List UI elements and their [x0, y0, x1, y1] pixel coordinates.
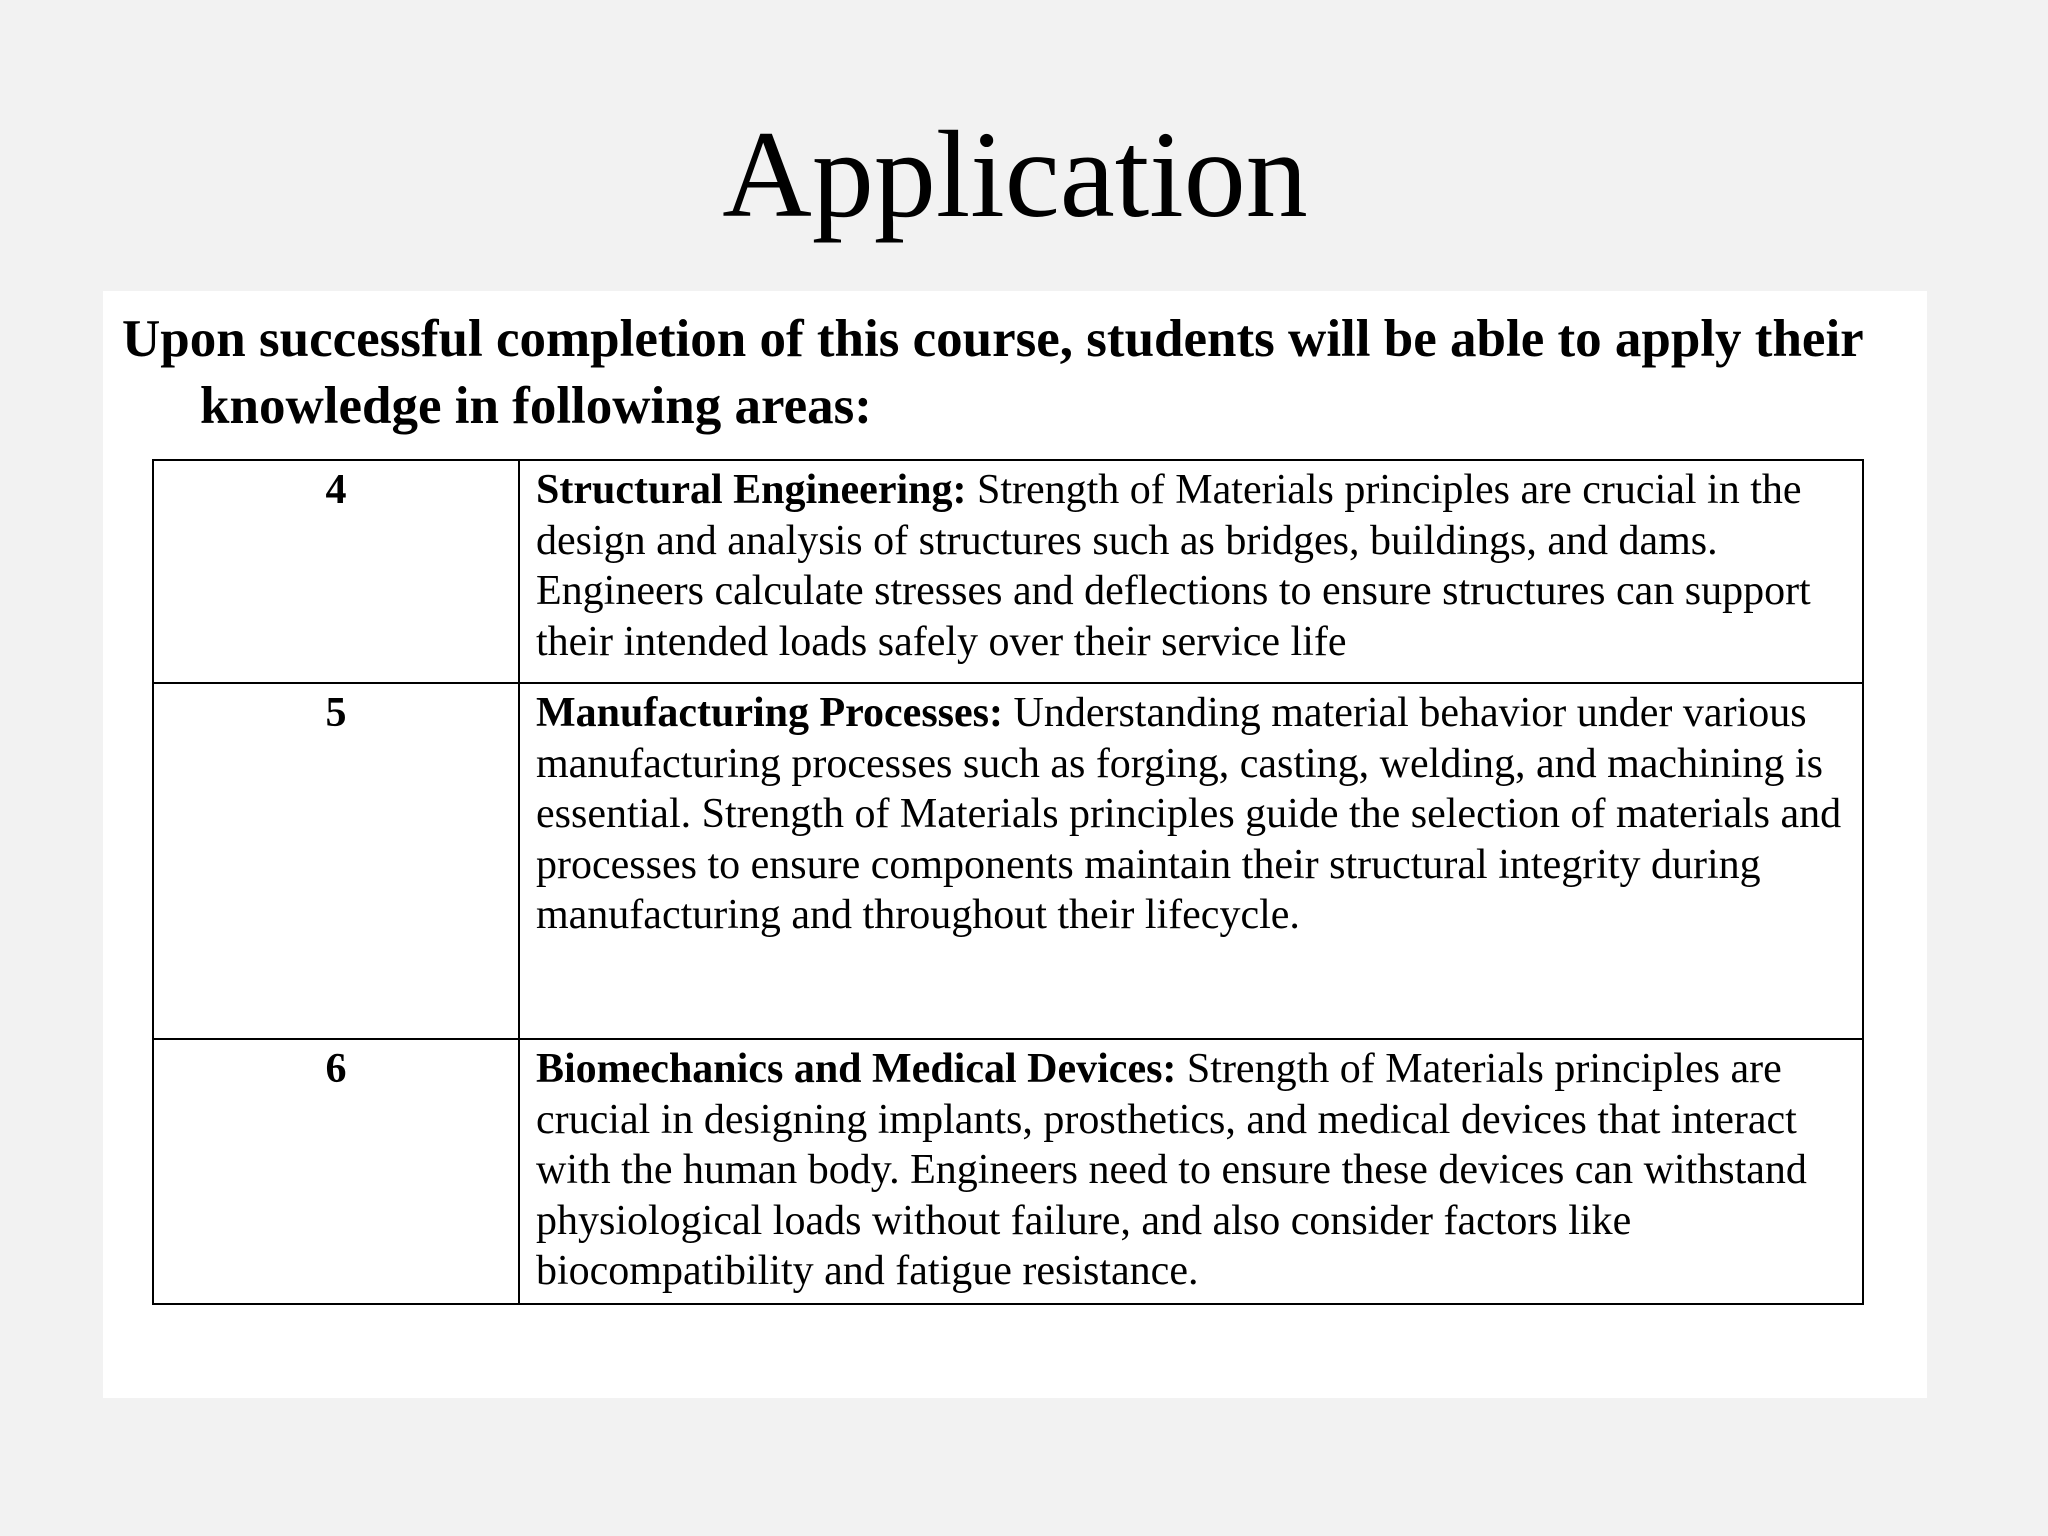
area-number: 4 — [153, 460, 519, 683]
slide-title: Application — [722, 106, 1308, 243]
area-text: Understanding material behavior under various manufacturing processes such as forging, casting, welding, and machining is essential. Strength of Materials principles guide the selection of materials and processes to ensure components maintain their structural integrity during manufacturing and throughout their lifecycle. — [536, 690, 1842, 938]
area-text: Strength of Materials principles are crucial in the design and analysis of structures such as bridges, buildings, and dams. Engineers calculate stresses and deflections to ensure structures can support their intended loads safely over their service life — [536, 467, 1811, 665]
area-number: 5 — [153, 683, 519, 1039]
area-description — [519, 1039, 1863, 1304]
application-areas-table — [152, 459, 1864, 1305]
area-number: 6 — [153, 1039, 519, 1304]
area-heading: Manufacturing Processes: — [536, 690, 1003, 736]
area-text: Strength of Materials principles are crucial in designing implants, prosthetics, and medical devices that interact with the human body. Engineers need to ensure these devices can withstand physiological loads without failure, and also consider factors like biocompatibility and fatigue resistance. — [536, 1046, 1807, 1294]
area-heading: Biomechanics and Medical Devices: — [536, 1046, 1177, 1092]
area-description — [519, 460, 1863, 683]
table-row — [153, 460, 1863, 683]
area-heading: Structural Engineering: — [536, 467, 967, 513]
intro-text: Upon successful completion of this course, students will be able to apply their knowledge in following areas: — [122, 310, 1863, 435]
area-description — [519, 683, 1863, 1039]
table-row — [153, 1039, 1863, 1304]
table-row — [153, 683, 1863, 1039]
